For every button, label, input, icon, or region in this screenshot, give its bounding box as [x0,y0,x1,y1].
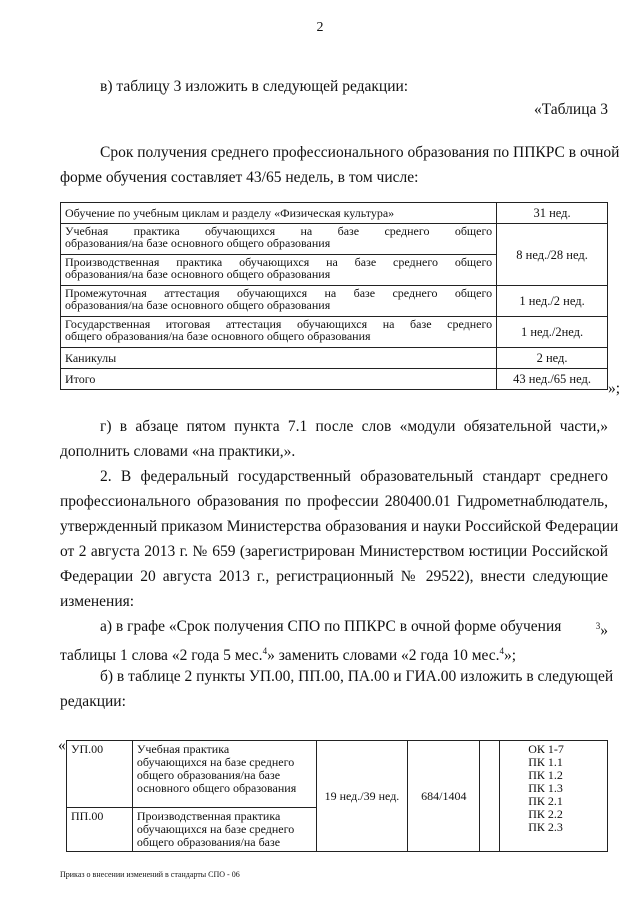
table-caption: «Таблица 3 [533,101,608,118]
para-2-line-2: профессионального образования по профессии 280400.01 Гидрометнаблюдатель, [60,493,608,510]
lead-line-2: форме обучения составляет 43/65 недель, в том числе: [60,169,419,186]
table-cell: 19 нед./39 нед. [316,741,408,852]
table-cell: Каникулы [61,348,497,369]
table-cell: Учебная практика обучающихся на базе среднего общего образования/на базе основного общего образования [61,224,497,255]
table-cell [480,741,500,852]
para-b-line-1: б) в таблице 2 пункты УП.00, ПП.00, ПА.00 и ГИА.00 изложить в следующей [100,668,614,685]
table-2-open-quote: « [58,737,66,754]
intro-text: в) таблицу 3 изложить в следующей редакции: [100,78,409,95]
table-closing-quote: »; [608,380,621,397]
table-row [61,369,608,390]
table-row [61,286,608,317]
para-g-line-1: г) в абзаце пятом пункта 7.1 после слов «модули обязательной части,» [100,418,608,435]
page-number: 2 [316,20,324,35]
table-row [61,224,608,255]
para-g-line-2: дополнить словами «на практики,». [60,443,296,460]
para-2-line-3: утвержденный приказом Министерства образования и науки Российской Федерации [60,518,619,535]
table-cell: Учебная практика обучающихся на базе среднего общего образования/на базе основного общего образования [132,741,316,808]
table-cell: Промежуточная аттестация обучающихся на базе среднего общего образования/на базе основного общего образования [61,286,497,317]
table-cell: 8 нед./28 нед. [497,224,608,286]
para-a-line-2: таблицы 1 слова «2 года 5 мес.$^4$» заменить словами «2 года 10 мес.$^4$»; [60,646,517,665]
para-2-line-1: 2. В федеральный государственный образовательный стандарт среднего [100,468,608,485]
table-cell: 31 нед. [497,203,608,224]
table-cell: 1 нед./2 нед. [497,286,608,317]
table-row [61,203,608,224]
table-cell: 43 нед./65 нед. [497,369,608,390]
para-2-line-4: от 2 августа 2013 г. № 659 (зарегистрирован Министерством юстиции Российской [60,543,608,560]
para-2-line-6: изменения: [60,593,135,610]
para-b-line-2: редакции: [60,693,126,710]
page-footer: Приказ о внесении изменений в стандарты СПО - 06 [60,870,240,879]
para-a-line-1: а) в графе «Срок получения СПО по ППКРС в очной форме обучения $^3$» [100,618,608,640]
table-cell: Производственная практика обучающихся на базе среднего общего образования/на базе основного общего образования [61,255,497,286]
table-2 [66,740,608,852]
table-3 [60,202,608,390]
table-cell: УП.00 [67,741,133,808]
table-cell: 1 нед./2нед. [497,317,608,348]
table-cell: 2 нед. [497,348,608,369]
table-cell: ПП.00 [67,808,133,852]
table-cell: Обучение по учебным циклам и разделу «Физическая культура» [61,203,497,224]
table-cell: Итого [61,369,497,390]
table-cell: ОК 1-7 ПК 1.1 ПК 1.2 ПК 1.3 ПК 2.1 ПК 2.2 ПК 2.3 [500,741,608,852]
table-cell: 684/1404 [408,741,480,852]
table-row [67,741,608,808]
para-2-line-5: Федерации 20 августа 2013 г., регистрационный № 29522), внести следующие [60,568,608,585]
table-row [61,348,608,369]
table-cell: Производственная практика обучающихся на базе среднего общего образования/на базе [132,808,316,852]
table-row [61,317,608,348]
table-cell: Государственная итоговая аттестация обучающихся на базе среднего общего образования/на базе основного общего образования [61,317,497,348]
lead-line-1: Срок получения среднего профессионального образования по ППКРС в очной [100,144,620,161]
